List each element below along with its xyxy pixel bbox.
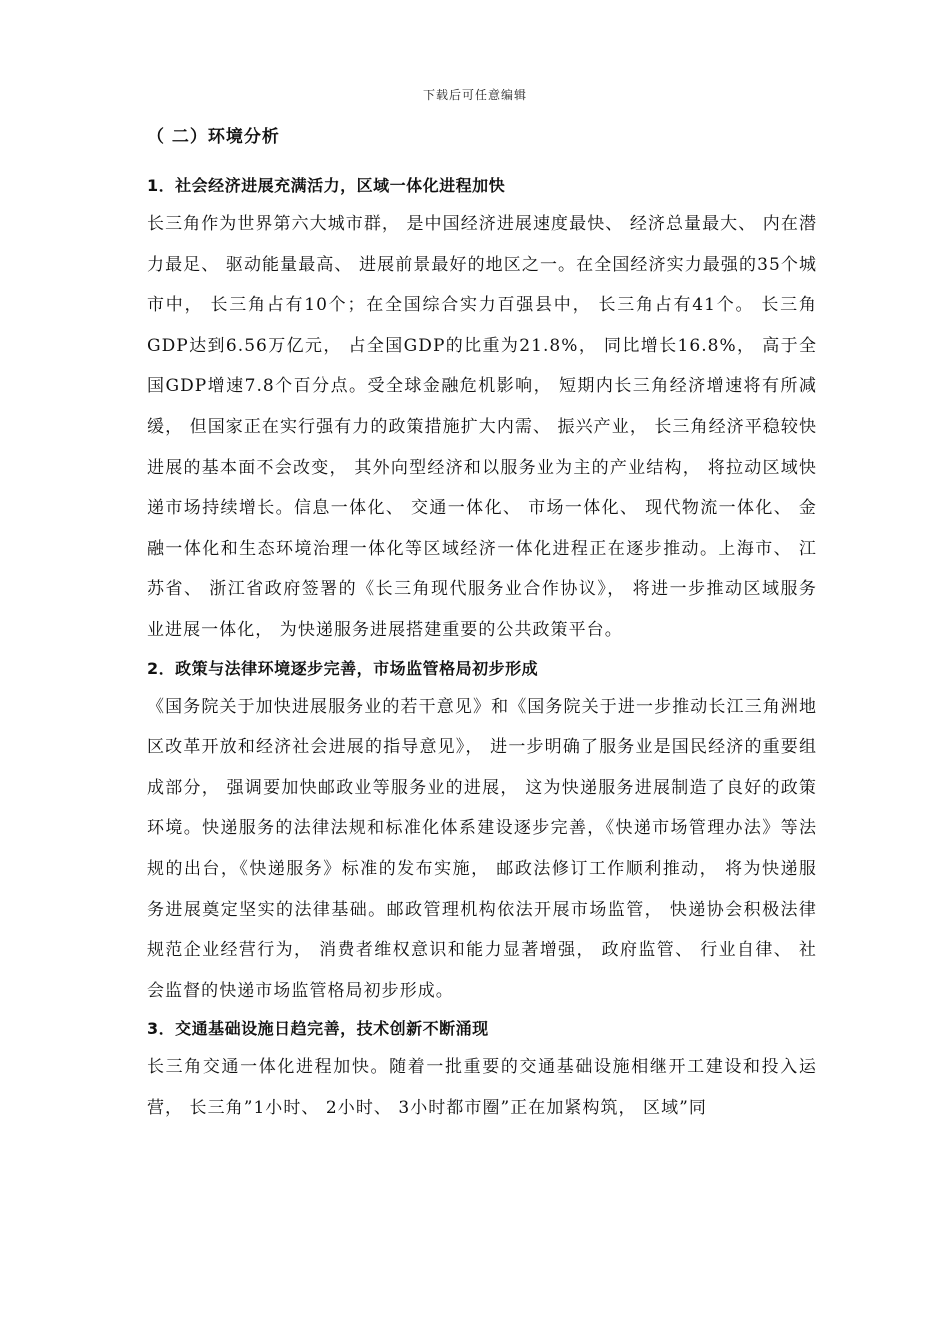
section-title: （ 二）环境分析 <box>147 127 280 147</box>
subsection-heading-1: 1．社会经济进展充满活力，区域一体化进程加快 <box>147 176 506 195</box>
paragraph-3: 长三角交通一体化进程加快。随着一批重要的交通基础设施相继开工建设和投入运营， 长三角”1小时、 2小时、 3小时都市圈”正在加紧构筑， 区域”同 <box>147 1057 817 1118</box>
subsection-heading-3: 3．交通基础设施日趋完善，技术创新不断涌现 <box>147 1019 489 1039</box>
page-header: 下载后可任意编辑 <box>422 88 527 102</box>
subsection-heading-2: 2．政策与法律环境逐步完善，市场监管格局初步形成 <box>147 658 539 678</box>
document-body <box>147 120 817 1128</box>
paragraph-1: 长三角作为世界第六大城市群， 是中国经济进展速度最快、 经济总量最大、 内在潜力最足、 驱动能量最高、 进展前景最好的地区之一。在全国经济实力最强的35个城市中， 长三角占有10个；在全国综合实力百强县中， 长三角占有41个。 长三角GDP达到6.56万亿元， 占全国GDP的比重为21.8%， 同比增长16.8%， 高于全国GDP增速7.8个百分点。受全球金融危机影响， 短期内长三角经济增速将有所减缓， 但国家正在实行强有力的政策措施扩大内需、 振兴产业， 长三角经济平稳较快进展的基本面不会改变， 其外向型经济和以服务业为主的产业结构， 将拉动区域快递市场持续增长。信息一体化、 交通一体化、 市场一体化、 现代物流一体化、 金融一体化和生态环境治理一体化等区域经济一体化进程正在逐步推动。上海市、 江苏省、 浙江省政府签署的《长三角现代服务业合作协议》， 将进一步推动区域服务业进展一体化， 为快递服务进展搭建重要的公共政策平台。 <box>147 214 817 640</box>
paragraph-2: 《国务院关于加快进展服务业的若干意见》和《国务院关于进一步推动长江三角洲地区改革开放和经济社会进展的指导意见》， 进一步明确了服务业是国民经济的重要组成部分， 强调要加快邮政业等服务业的进展， 这为快递服务进展制造了良好的政策环境。快递服务的法律法规和标准化体系建设逐步完善，《快递市场管理办法》等法规的出台，《快递服务》标准的发布实施， 邮政法修订工作顺利推动， 将为快递服务进展奠定坚实的法律基础。邮政管理机构依法开展市场监管， 快递协会积极法律规范企业经营行为， 消费者维权意识和能力显著增强， 政府监管、 行业自律、 社会监督的快递市场监管格局初步形成。 <box>147 696 817 1001</box>
